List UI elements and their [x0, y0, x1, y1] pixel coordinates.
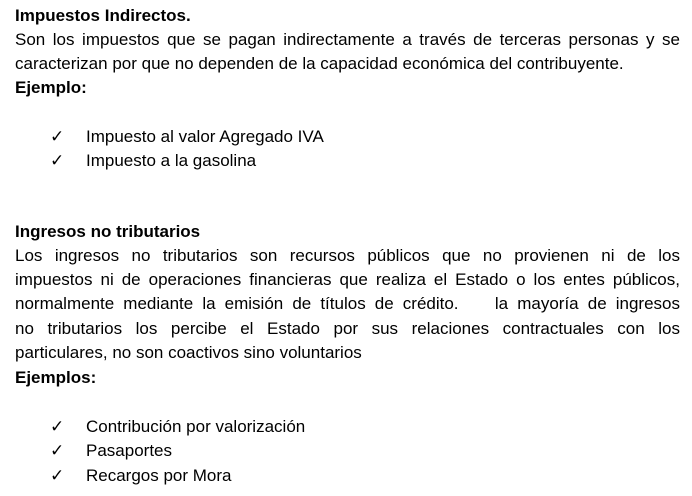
checkmark-icon: ✓: [50, 466, 65, 485]
checkmark-icon: ✓: [50, 151, 65, 170]
paragraph-line: no tributarios los percibe el Estado por sus relaciones contractuales con los: [15, 319, 680, 338]
paragraph-line: Son los impuestos que se pagan indirectamente a través de terceras personas y se: [15, 30, 680, 49]
checkmark-icon: ✓: [50, 417, 65, 436]
paragraph-line: impuestos ni de operaciones financieras que realiza el Estado o los entes públicos,: [15, 270, 680, 289]
list-item-text: Impuesto al valor Agregado IVA: [86, 127, 324, 146]
checkmark-icon: ✓: [50, 441, 65, 460]
list-item-text: Impuesto a la gasolina: [86, 151, 257, 170]
list-item-text: Contribución por valorización: [86, 417, 306, 436]
paragraph-line: normalmente mediante la emisión de títulos de crédito. la mayoría de ingresos: [15, 294, 680, 313]
paragraph-line: caracterizan por que no dependen de la capacidad económica del contribuyente.: [15, 54, 624, 73]
paragraph-line: Los ingresos no tributarios son recursos públicos que no provienen ni de los: [15, 246, 680, 265]
list-item-text: Pasaportes: [86, 441, 172, 460]
section-heading: Ingresos no tributarios: [15, 222, 201, 241]
example-label: Ejemplo:: [15, 78, 87, 97]
section-heading: Impuestos Indirectos.: [15, 6, 191, 25]
list-item-text: Recargos por Mora: [86, 466, 232, 485]
example-label: Ejemplos:: [15, 368, 97, 387]
paragraph-line: particulares, no son coactivos sino voluntarios: [15, 343, 362, 362]
checkmark-icon: ✓: [50, 127, 65, 146]
